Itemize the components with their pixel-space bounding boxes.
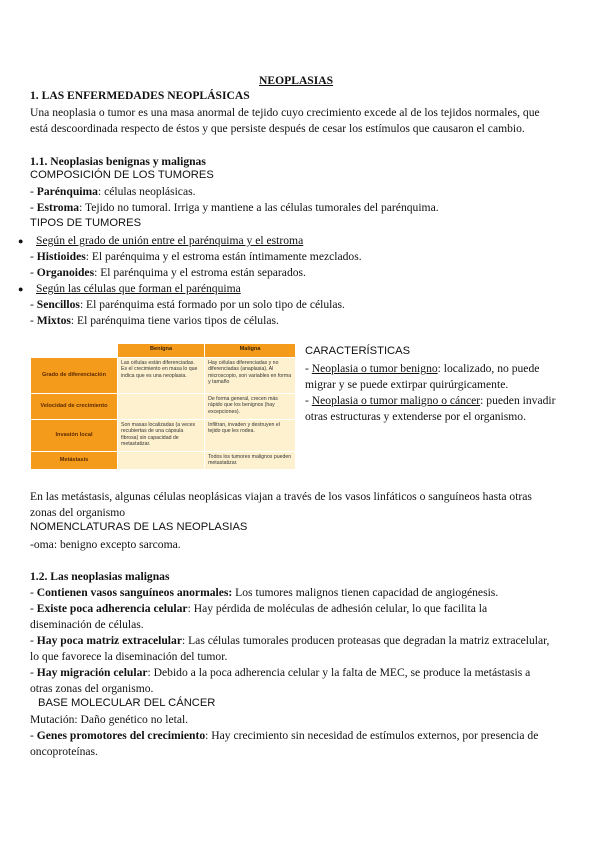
- cell-benigna: Las células están diferenciadas. Es el crecimiento en masa lo que indica que es una neoplasia.: [118, 358, 205, 394]
- oma-line: -oma: benigno excepto sarcoma.: [30, 538, 181, 551]
- row-label: Velocidad de crecimiento: [31, 394, 118, 420]
- page-title: NEOPLASIAS: [259, 74, 334, 87]
- base-molecular-heading: BASE MOLECULAR DEL CÁNCER: [38, 697, 216, 709]
- comparison-table: [30, 343, 296, 470]
- car-maligno-line-2: otras estructuras y extenderse por el organismo.: [305, 410, 526, 423]
- tipos-heading: TIPOS DE TUMORES: [30, 217, 142, 229]
- parenquima-term: Parénquima: [36, 185, 98, 198]
- header-benigna: Benigna: [118, 344, 205, 358]
- mixtos-line: - Mixtos: El parénquima tiene varios tipos de células.: [30, 314, 279, 327]
- metastasis-line-1: En las metástasis, algunas células neoplásicas viajan a través de los vasos linfáticos o sanguíneos hasta otras: [30, 490, 532, 503]
- histioides-line: - Histioides: El parénquima y el estroma están íntimamente mezclados.: [30, 250, 362, 263]
- cell-maligna: Infiltran, invaden y destruyen el tejido que les rodea.: [205, 420, 296, 452]
- migracion-line-1: - Hay migración celular: Debido a la poca adherencia celular y la falta de MEC, se produce la metástasis a: [30, 666, 531, 679]
- adherencia-line-2: diseminación de células.: [30, 618, 144, 631]
- car-benigno-line-1: - Neoplasia o tumor benigno: localizado, no puede: [305, 362, 540, 375]
- vasos-line: - Contienen vasos sanguíneos anormales: Los tumores malignos tienen capacidad de angiogénesis.: [30, 586, 499, 599]
- matriz-line-2: lo que favorece la diseminación del tumor.: [30, 650, 228, 663]
- adherencia-line-1: - Existe poca adherencia celular: Hay pérdida de moléculas de adhesión celular, lo que facilita la: [30, 602, 488, 615]
- metastasis-line-2: zonas del organismo: [30, 506, 126, 519]
- car-benigno-line-2: migrar y se puede extirpar quirúrgicamente.: [305, 378, 509, 391]
- sencillos-line: - Sencillos: El parénquima está formado por un solo tipo de células.: [30, 298, 345, 311]
- cell-benigna: Son masas localizadas (a veces recubiertas de una cápsula fibrosa) sin capacidad de metastatizar.: [118, 420, 205, 452]
- matriz-line-1: - Hay poca matriz extracelular: Las células tumorales producen proteasas que degradan la matriz extracelular,: [30, 634, 550, 647]
- bullet-celulas: Según las células que forman el parénquima: [36, 282, 241, 295]
- estroma-term: Estroma: [36, 201, 80, 214]
- migracion-line-2: otras zonas del organismo.: [30, 682, 154, 695]
- intro-line-2: está descoordinada respecto de éstos y que persiste después de cesar los estímulos que causaron el cambio.: [30, 122, 525, 135]
- genes-line-2: oncoproteínas.: [30, 745, 98, 758]
- intro-line-1: Una neoplasia o tumor es una masa anormal de tejido cuyo crecimiento excede al de los tejidos normales, que: [30, 106, 540, 119]
- row-label: Metástasis: [31, 452, 118, 470]
- cell-maligna: De forma general, crecen más rápido que los benignos (hay excepciones).: [205, 394, 296, 420]
- row-label: Grado de diferenciación: [31, 358, 118, 394]
- cell-benigna: [118, 452, 205, 470]
- mutacion-line: Mutación: Daño genético no letal.: [30, 713, 189, 726]
- car-maligno-line-1: - Neoplasia o tumor maligno o cáncer: pueden invadir: [305, 394, 556, 407]
- caracteristicas-heading: CARACTERÍSTICAS: [305, 345, 411, 357]
- cell-benigna: [118, 394, 205, 420]
- cell-maligna: Todos los tumores malignos pueden metastatizar.: [205, 452, 296, 470]
- bullet-union: Según el grado de unión entre el parénquima y el estroma: [36, 234, 304, 247]
- bullet-icon: ●: [18, 236, 24, 246]
- composicion-heading: COMPOSICIÓN DE LOS TUMORES: [30, 169, 214, 181]
- estroma-line: - Estroma: Tejido no tumoral. Irriga y mantiene a las células tumorales del parénquima.: [30, 201, 439, 214]
- parenquima-line: - Parénquima: células neoplásicas.: [30, 185, 196, 198]
- organoides-line: - Organoides: El parénquima y el estroma están separados.: [30, 266, 306, 279]
- nomenclaturas-heading: NOMENCLATURAS DE LAS NEOPLASIAS: [30, 521, 248, 533]
- section1-heading: 1. LAS ENFERMEDADES NEOPLÁSICAS: [30, 89, 250, 102]
- row-label: Invasión local: [31, 420, 118, 452]
- header-maligna: Maligna: [205, 344, 296, 358]
- bullet-icon: ●: [18, 284, 24, 294]
- subsection-1-2-heading: 1.2. Las neoplasias malignas: [30, 570, 170, 583]
- cell-maligna: Hay células diferenciadas y no diferenciadas (anaplasia). Al microscopio, son variables en forma y tamaño: [205, 358, 296, 394]
- genes-line-1: - Genes promotores del crecimiento: Hay crecimiento sin necesidad de estímulos externos, por presencia de: [30, 729, 539, 742]
- subsection-1-1-heading: 1.1. Neoplasias benignas y malignas: [30, 155, 206, 168]
